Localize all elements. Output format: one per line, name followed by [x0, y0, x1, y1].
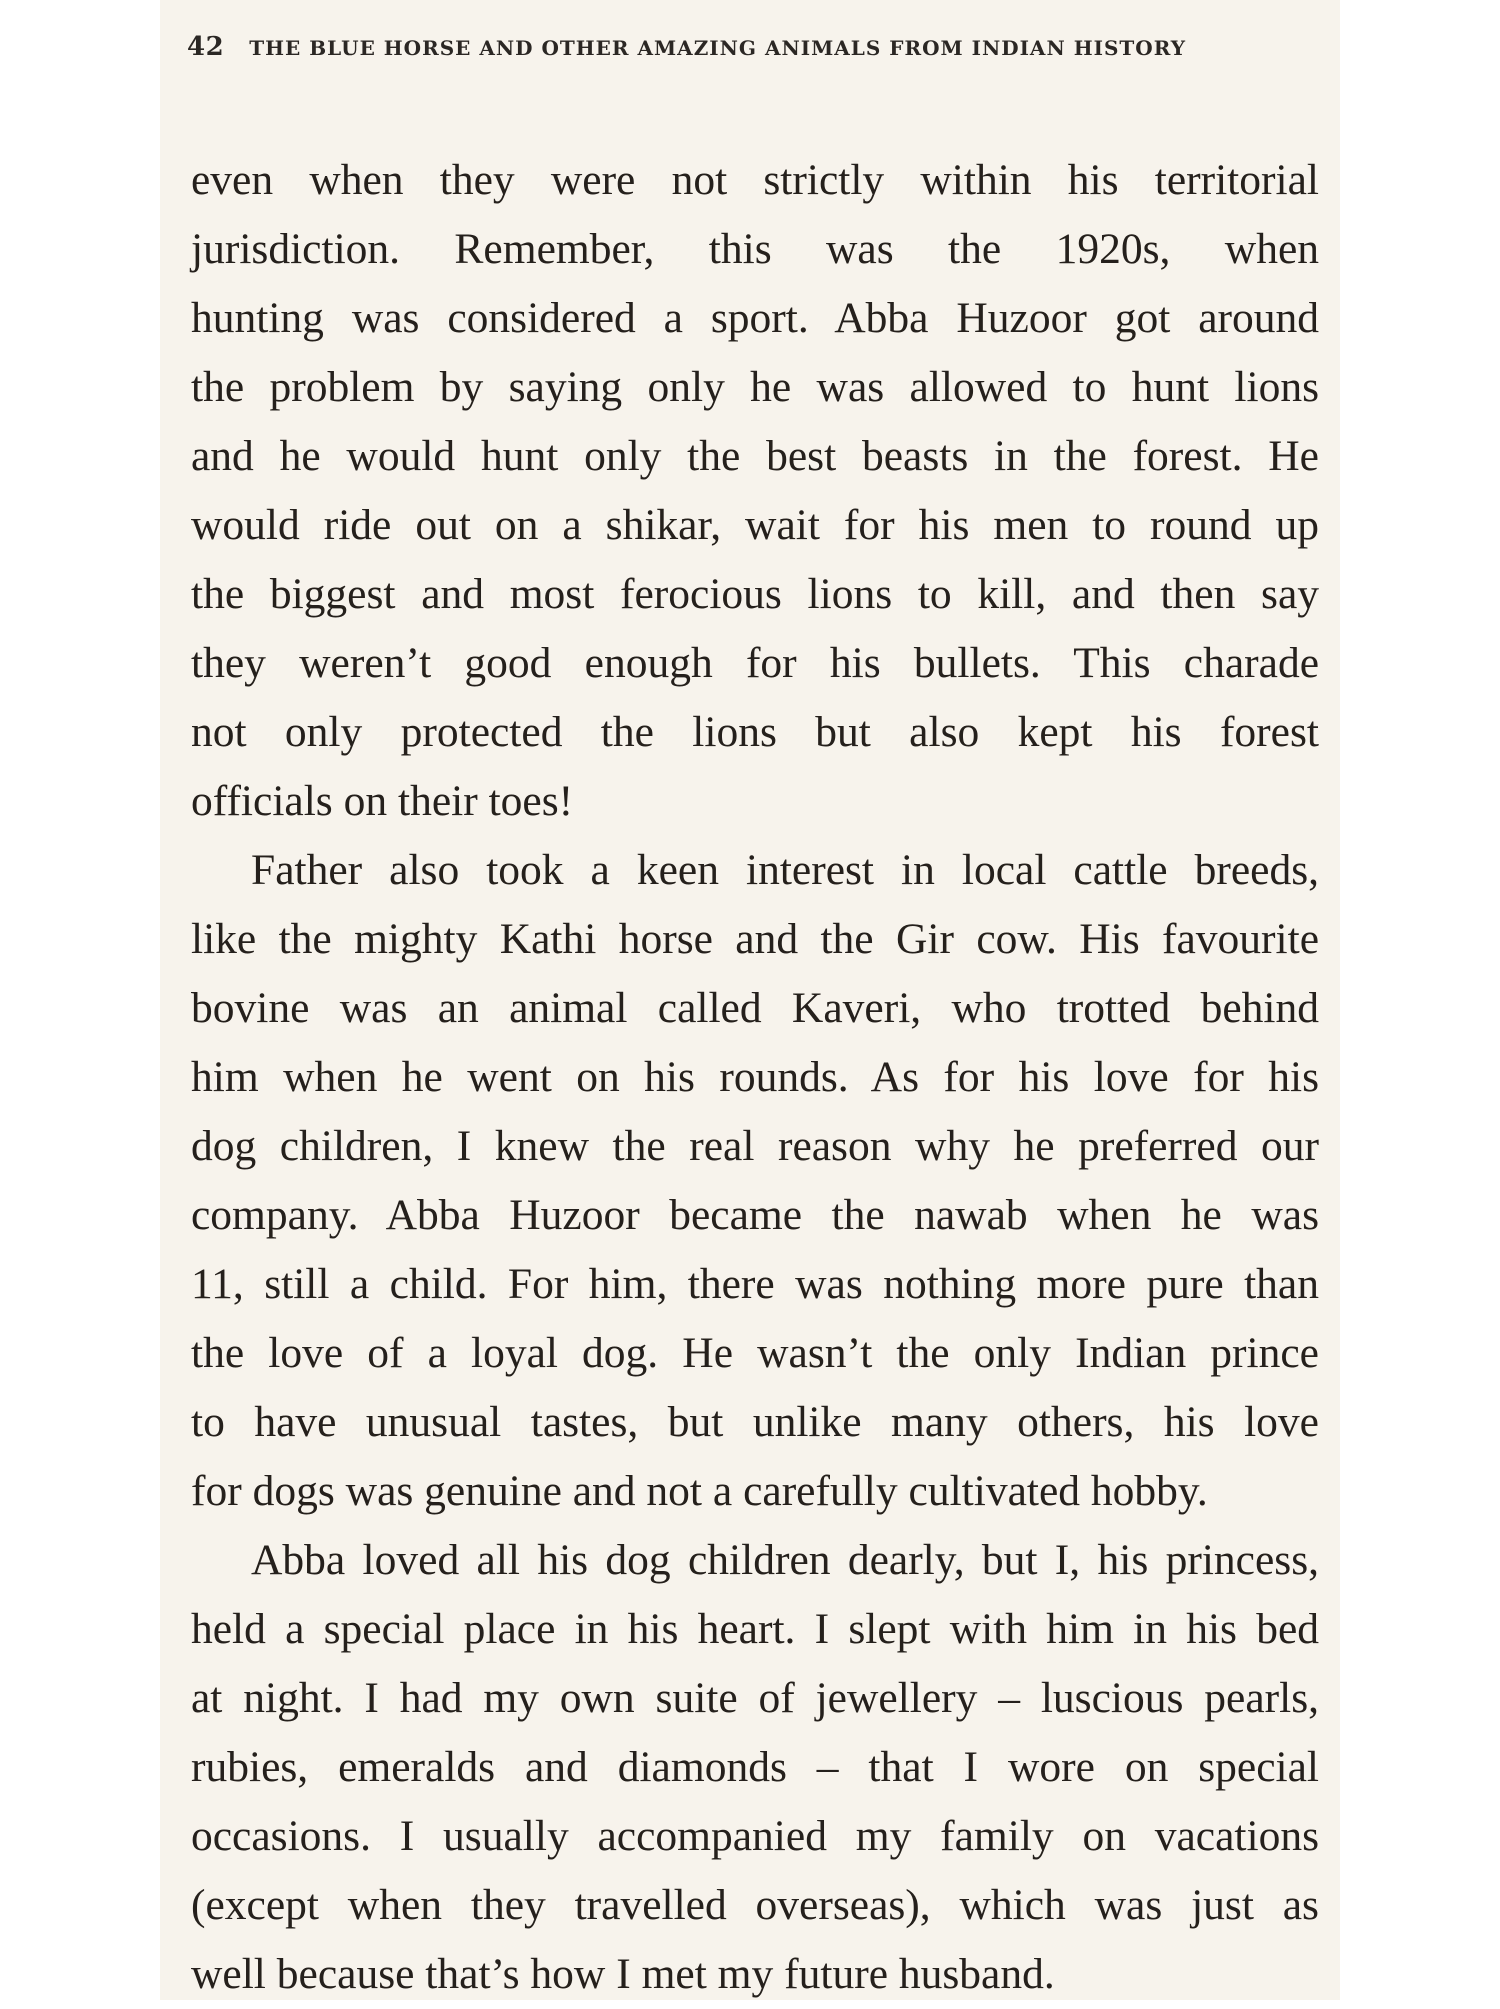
- text-line: occasions. I usually accompanied my family on vacations: [191, 1812, 1319, 1860]
- text-line: rubies, emeralds and diamonds – that I wore on special: [191, 1743, 1319, 1791]
- text-line: bovine was an animal called Kaveri, who trotted behind: [191, 984, 1319, 1032]
- page-header: [187, 32, 1307, 72]
- text-line: company. Abba Huzoor became the nawab when he was: [191, 1191, 1319, 1239]
- text-line: the biggest and most ferocious lions to kill, and then say: [191, 570, 1319, 618]
- text-line: like the mighty Kathi horse and the Gir cow. His favourite: [191, 915, 1319, 963]
- page-number: 42: [187, 32, 225, 62]
- running-title: THE BLUE HORSE AND OTHER AMAZING ANIMALS FROM INDIAN HISTORY: [249, 36, 1186, 60]
- text-line: not only protected the lions but also kept his forest: [191, 708, 1319, 756]
- text-line: Abba loved all his dog children dearly, but I, his princess,: [251, 1536, 1319, 1584]
- text-line: Father also took a keen interest in local cattle breeds,: [251, 846, 1319, 894]
- text-line: well because that’s how I met my future husband.: [191, 1950, 1055, 1998]
- text-line: they weren’t good enough for his bullets. This charade: [191, 639, 1319, 687]
- text-line: the problem by saying only he was allowed to hunt lions: [191, 363, 1319, 411]
- text-line: at night. I had my own suite of jewellery – luscious pearls,: [191, 1674, 1319, 1722]
- text-line: for dogs was genuine and not a carefully cultivated hobby.: [191, 1467, 1208, 1515]
- text-line: the love of a loyal dog. He wasn’t the only Indian prince: [191, 1329, 1319, 1377]
- body-text: [191, 146, 1319, 2009]
- text-line: held a special place in his heart. I slept with him in his bed: [191, 1605, 1319, 1653]
- text-line: officials on their toes!: [191, 777, 574, 825]
- text-line: (except when they travelled overseas), which was just as: [191, 1881, 1319, 1929]
- text-line: and he would hunt only the best beasts in the forest. He: [191, 432, 1319, 480]
- text-line: 11, still a child. For him, there was nothing more pure than: [191, 1260, 1319, 1308]
- text-line: to have unusual tastes, but unlike many others, his love: [191, 1398, 1319, 1446]
- text-line: even when they were not strictly within his territorial: [191, 156, 1319, 204]
- text-line: hunting was considered a sport. Abba Huzoor got around: [191, 294, 1319, 342]
- text-line: him when he went on his rounds. As for his love for his: [191, 1053, 1319, 1101]
- text-line: dog children, I knew the real reason why he preferred our: [191, 1122, 1319, 1170]
- text-line: jurisdiction. Remember, this was the 1920s, when: [191, 225, 1319, 273]
- text-line: would ride out on a shikar, wait for his men to round up: [191, 501, 1319, 549]
